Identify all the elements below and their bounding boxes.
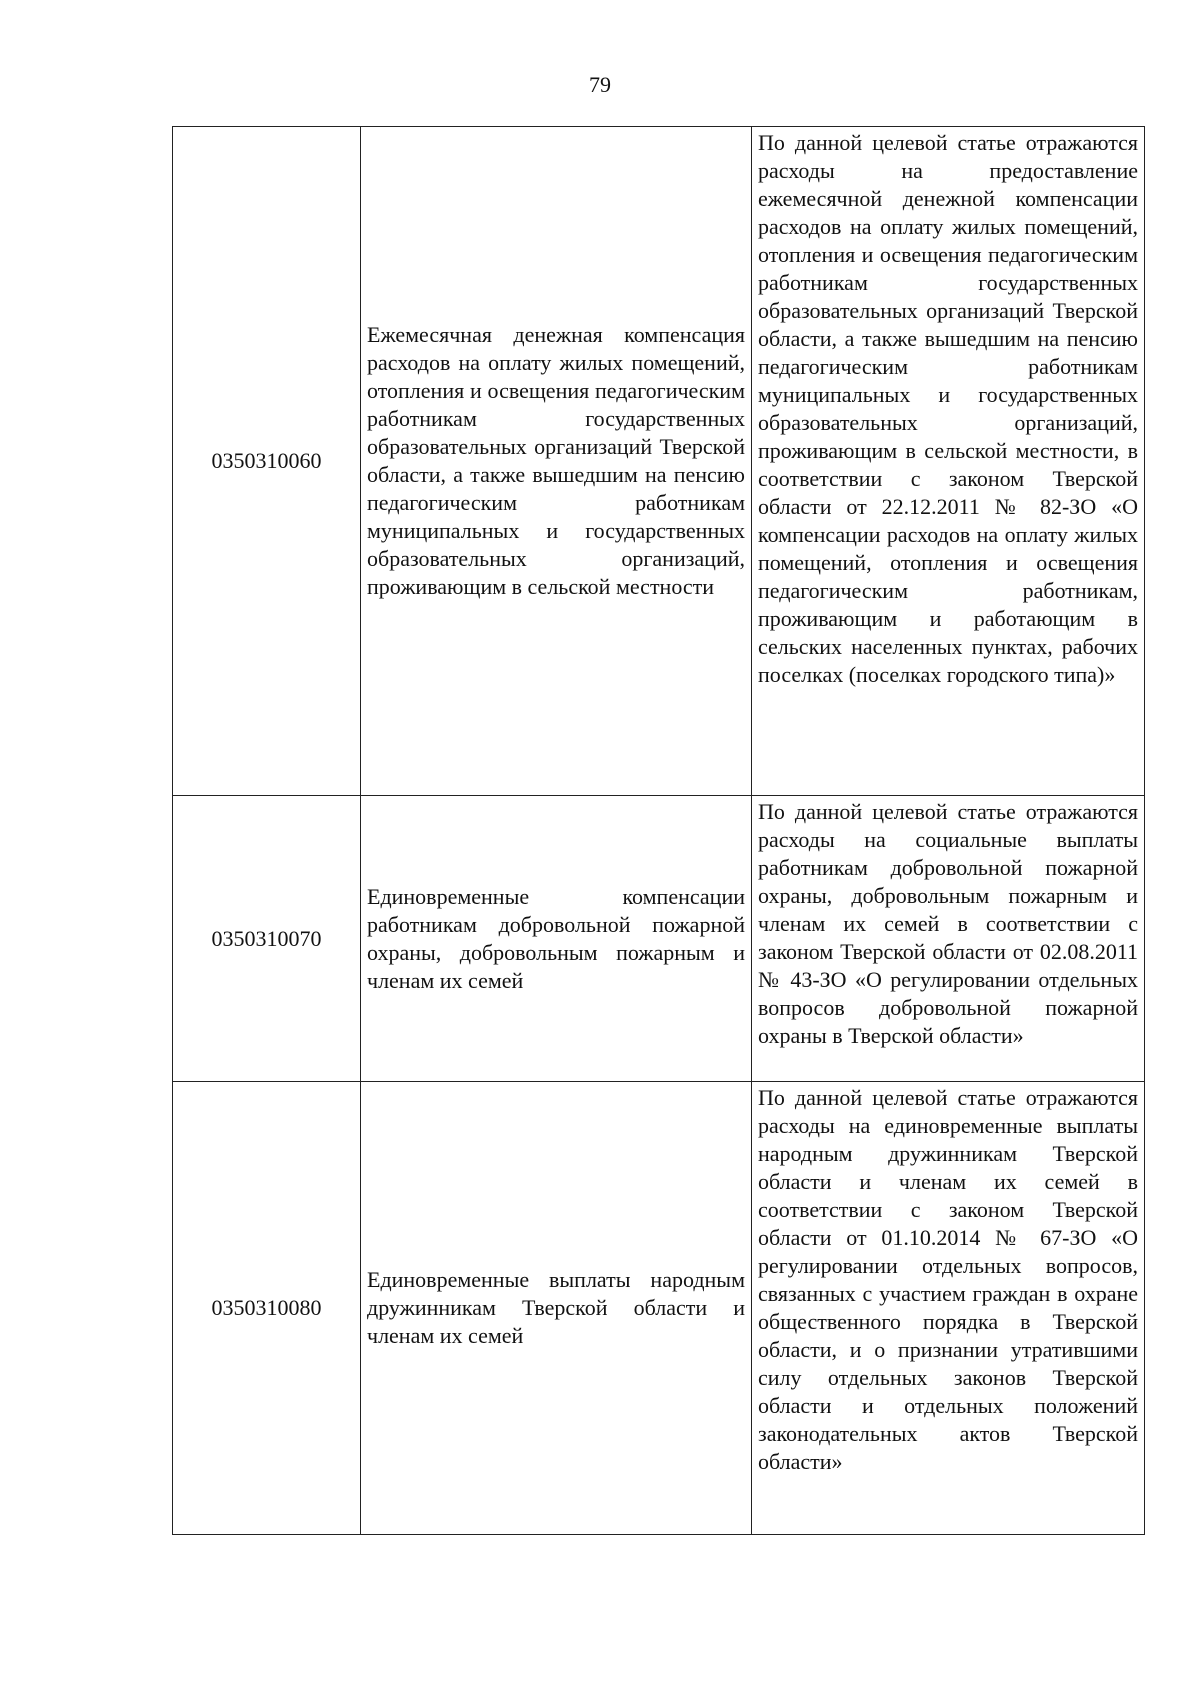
- target-article-code: 0350310060: [173, 127, 361, 796]
- budget-classification-table: [172, 126, 1145, 1535]
- target-article-name: Единовременные выплаты народным дружинникам Тверской области и членам их семей: [361, 1082, 752, 1535]
- page-number: 79: [589, 72, 611, 97]
- target-article-code: 0350310070: [173, 796, 361, 1082]
- target-article-description: По данной целевой статье отражаются расходы на предоставление ежемесячной денежной компенсации расходов на оплату жилых помещений, отопления и освещения педагогическим работникам государственных образовательных организаций Тверской области, а также вышедшим на пенсию педагогическим работникам муниципальных и государственных образовательных организаций, проживающим в сельской местности, в соответствии с законом Тверской области от 22.12.2011 № 82-ЗО «О компенсации расходов на оплату жилых помещений, отопления и освещения педагогическим работникам, проживающим и работающим в сельских населенных пунктах, рабочих поселках (поселках городского типа)»: [752, 127, 1145, 796]
- target-article-name: Единовременные компенсации работникам добровольной пожарной охраны, добровольным пожарным и членам их семей: [361, 796, 752, 1082]
- table-row: [173, 127, 1145, 796]
- table-row: [173, 1082, 1145, 1535]
- target-article-description: По данной целевой статье отражаются расходы на единовременные выплаты народным дружинникам Тверской области и членам их семей в соответствии с законом Тверской области от 01.10.2014 № 67-ЗО «О регулировании отдельных вопросов, связанных с участием граждан в охране общественного порядка в Тверской области, и о признании утратившими силу отдельных законов Тверской области и отдельных положений законодательных актов Тверской области»: [752, 1082, 1145, 1535]
- target-article-code: 0350310080: [173, 1082, 361, 1535]
- target-article-description: По данной целевой статье отражаются расходы на социальные выплаты работникам добровольной пожарной охраны, добровольным пожарным и членам их семей в соответствии с законом Тверской области от 02.08.2011 № 43-ЗО «О регулировании отдельных вопросов добровольной пожарной охраны в Тверской области»: [752, 796, 1145, 1082]
- table-row: [173, 796, 1145, 1082]
- target-article-name: Ежемесячная денежная компенсация расходов на оплату жилых помещений, отопления и освещения педагогическим работникам государственных образовательных организаций Тверской области, а также вышедшим на пенсию педагогическим работникам муниципальных и государственных образовательных организаций, проживающим в сельской местности: [361, 127, 752, 796]
